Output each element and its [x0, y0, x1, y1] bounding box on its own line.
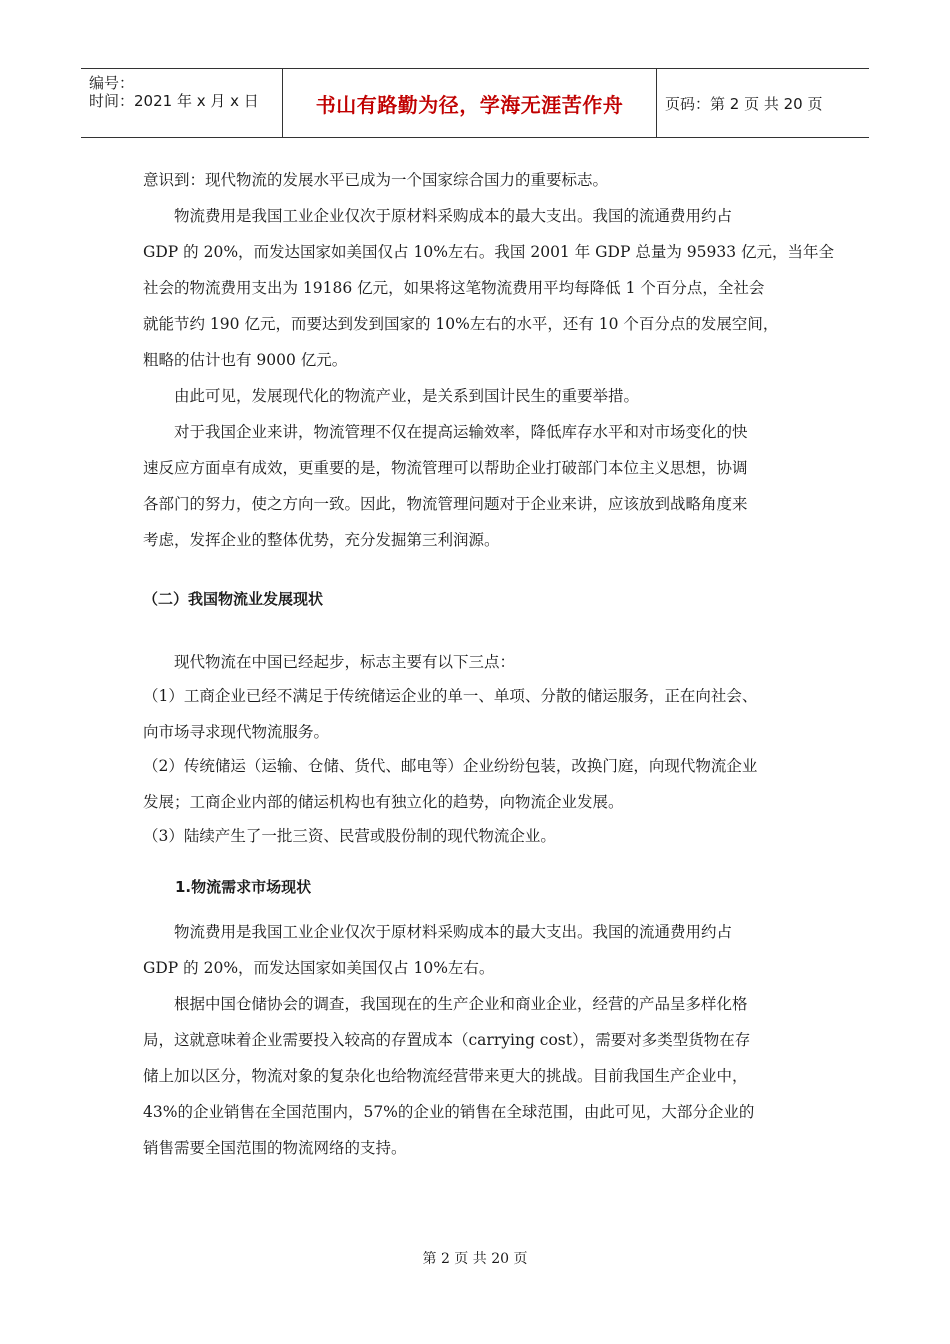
header-motto: 书山有路勤为径，学海无涯苦作舟	[315, 92, 624, 117]
body-line: 速反应方面卓有成效，更重要的是，物流管理可以帮助企业打破部门本位主义思想，协调	[143, 459, 748, 477]
body-line: 销售需要全国范围的物流网络的支持。	[143, 1139, 407, 1157]
body-line: 现代物流在中国已经起步，标志主要有以下三点：	[143, 653, 516, 671]
list-item-line: （3）陆续产生了一批三资、民营或股份制的现代物流企业。	[143, 827, 556, 845]
body-line: GDP 的 20%，而发达国家如美国仅占 10%左右。	[143, 959, 495, 977]
body-line: 就能节约 190 亿元，而要达到发到国家的 10%左右的水平，还有 10 个百分点的发展空间，	[143, 315, 779, 333]
body-line: 局，这就意味着企业需要投入较高的存置成本（carrying cost），需要对多类型货物在存	[143, 1031, 751, 1049]
body-line: 物流费用是我国工业企业仅次于原材料采购成本的最大支出。我国的流通费用约占	[143, 923, 733, 941]
list-item-line: 向市场寻求现代物流服务。	[143, 723, 330, 741]
body-line: 社会的物流费用支出为 19186 亿元，如果将这笔物流费用平均每降低 1 个百分点，全社会	[143, 279, 765, 297]
body-line: 粗略的估计也有 9000 亿元。	[143, 351, 348, 369]
body-line: 物流费用是我国工业企业仅次于原材料采购成本的最大支出。我国的流通费用约占	[143, 207, 733, 225]
header-meta	[81, 69, 283, 137]
sub-heading: 1.物流需求市场现状	[175, 878, 312, 896]
header-motto-cell	[283, 69, 657, 137]
body-line: 43%的企业销售在全国范围内，57%的企业的销售在全球范围，由此可见，大部分企业的	[143, 1103, 755, 1121]
body-line: 考虑，发挥企业的整体优势，充分发掘第三利润源。	[143, 531, 500, 549]
body-line: 根据中国仓储协会的调查，我国现在的生产企业和商业企业，经营的产品呈多样化格	[143, 995, 748, 1013]
body-line: 意识到：现代物流的发展水平已成为一个国家综合国力的重要标志。	[143, 171, 609, 189]
list-item-line: （1）工商企业已经不满足于传统储运企业的单一、单项、分散的储运服务，正在向社会、	[143, 687, 758, 705]
document-number-label: 编号：	[89, 74, 135, 92]
body-line: 由此可见，发展现代化的物流产业，是关系到国计民生的重要举措。	[143, 387, 640, 405]
document-time-label: 时间：2021 年 x 月 x 日	[89, 92, 259, 110]
section-heading: （二）我国物流业发展现状	[143, 590, 324, 608]
body-line: 对于我国企业来讲，物流管理不仅在提高运输效率，降低库存水平和对市场变化的快	[143, 423, 748, 441]
page-footer: 第 2 页 共 20 页	[422, 1251, 528, 1267]
body-line: 储上加以区分，物流对象的复杂化也给物流经营带来更大的挑战。目前我国生产企业中，	[143, 1067, 748, 1085]
list-item-line: 发展；工商企业内部的储运机构也有独立化的趋势，向物流企业发展。	[143, 793, 624, 811]
body-line: GDP 的 20%，而发达国家如美国仅占 10%左右。我国 2001 年 GDP 总量为 95933 亿元，当年全	[143, 243, 834, 261]
header-page-info: 页码：第 2 页 共 20 页	[665, 94, 823, 113]
page-header	[81, 68, 869, 138]
body-line: 各部门的努力，使之方向一致。因此，物流管理问题对于企业来讲，应该放到战略角度来	[143, 495, 748, 513]
list-item-line: （2）传统储运（运输、仓储、货代、邮电等）企业纷纷包装，改换门庭，向现代物流企业	[143, 757, 758, 775]
